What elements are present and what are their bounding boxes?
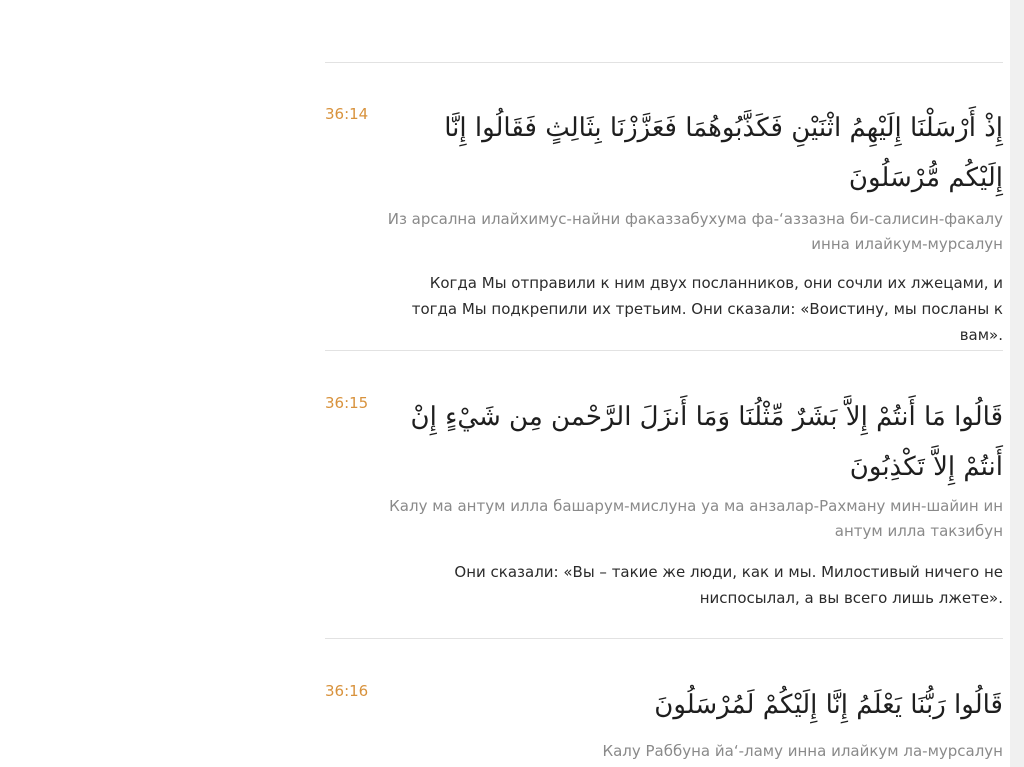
arabic-text: قَالُوا مَا أَنتُمْ إِلاَّ بَشَرٌ مِّثْلُنَا وَمَا أَنزَلَ الرَّحْمن مِن شَيْءٍ إِنْ أَنتُمْ إِلاَّ تَكْذِبُونَ	[410, 402, 1003, 482]
arabic-text: إِذْ أَرْسَلْنَا إِلَيْهِمُ اثْنَيْنِ فَكَذَّبُوهُمَا فَعَزَّزْنَا بِثَالِثٍ فَقَالُوا إِنَّا إِلَيْكُم مُّرْسَلُونَ	[444, 113, 1003, 193]
top-divider	[325, 62, 1003, 63]
verse-divider	[325, 350, 1003, 351]
verse-divider	[325, 638, 1003, 639]
verse-block	[325, 103, 1003, 344]
transliteration-text: Из арсална илайхимус-найни факаззабухума фа-‘аззазна би-салисин-факалу инна илайкум-мурсалун	[387, 210, 1003, 253]
verse-block	[325, 392, 1003, 622]
verse-number[interactable]: 36:16	[325, 682, 369, 700]
transliteration-text: Калу Раббуна йа‘-ламу инна илайкум ла-мурсалун	[602, 742, 1003, 760]
verse-number[interactable]: 36:15	[325, 394, 369, 412]
scrollbar-track[interactable]	[1010, 0, 1024, 767]
verse-number[interactable]: 36:14	[325, 105, 369, 123]
translation-text: Когда Мы отправили к ним двух посланников, они сочли их лжецами, и тогда Мы подкрепили их третьим. Они сказали: «Воистину, мы посланы к вам».	[411, 274, 1003, 344]
verse-block	[325, 680, 1003, 767]
transliteration-text: Калу ма антум илла башарум-мислуна уа ма анзалар-Рахману мин-шайин ин антум илла такзибун	[389, 497, 1003, 540]
arabic-text: قَالُوا رَبُّنَا يَعْلَمُ إِنَّا إِلَيْكُمْ لَمُرْسَلُونَ	[654, 690, 1003, 720]
translation-text: Они сказали: «Вы – такие же люди, как и мы. Милостивый ничего не ниспосылал, а вы всего лишь лжете».	[454, 563, 1003, 607]
